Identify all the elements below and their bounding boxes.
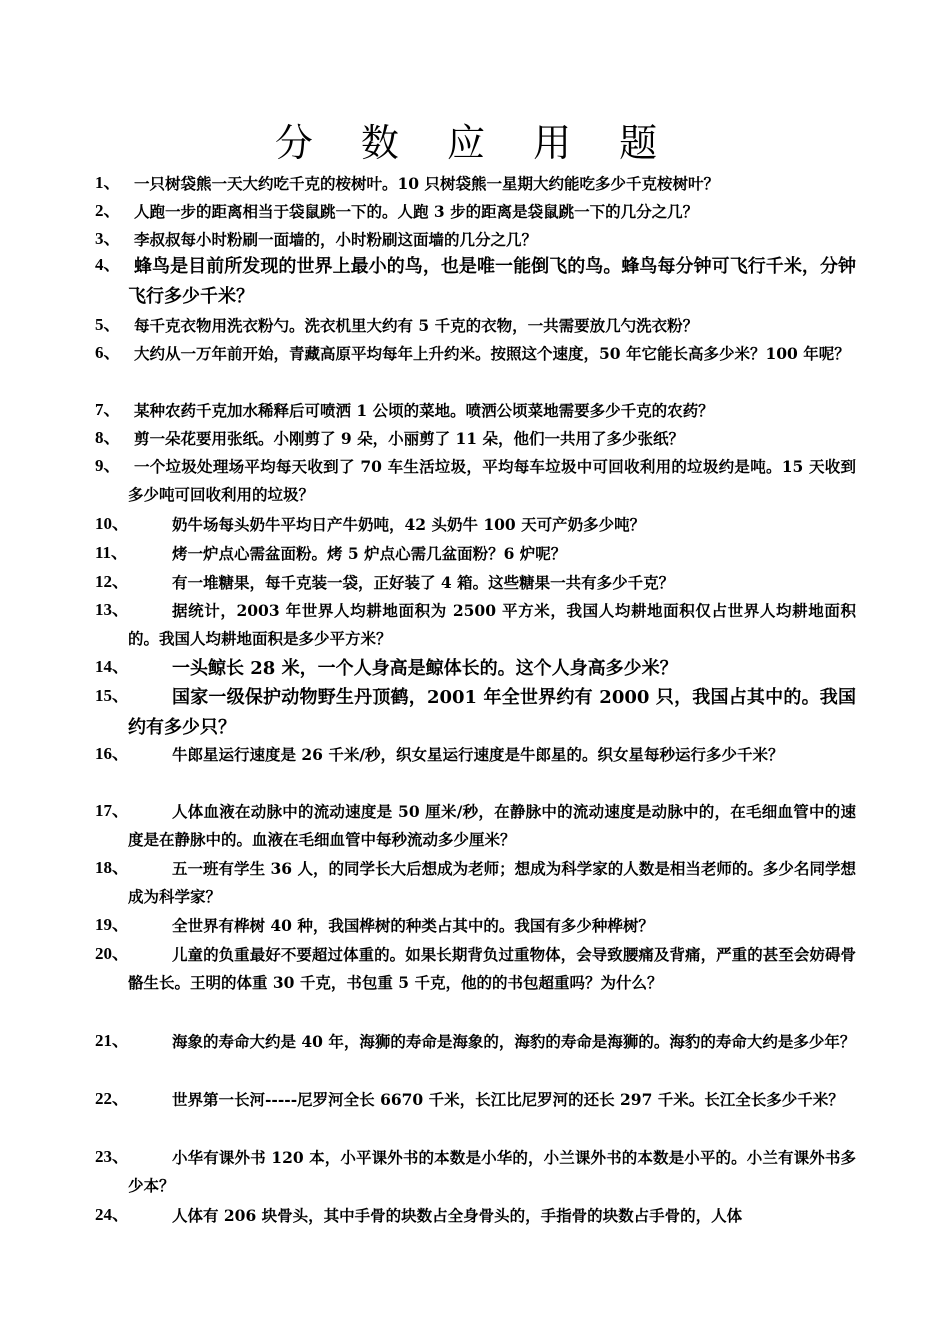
problem-text: 小华有课外书 120 本，小平课外书的本数是小华的，小兰课外书的本数是小平的。小兰有课外书多少本？ bbox=[128, 1148, 856, 1195]
problem-text: 全世界有桦树 40 种，我国桦树的种类占其中的。我国有多少种桦树？ bbox=[172, 916, 654, 935]
problem-text: 烤一炉点心需盆面粉。烤 5 炉点心需几盆面粉？6 炉呢？ bbox=[172, 544, 567, 563]
problem-text: 人跑一步的距离相当于袋鼠跳一下的。人跑 3 步的距离是袋鼠跳一下的几分之几？ bbox=[134, 202, 699, 221]
problem-text: 蜂鸟是目前所发现的世界上最小的鸟，也是唯一能倒飞的鸟。蜂鸟每分钟可飞行千米，分钟飞行多少千米？ bbox=[128, 256, 856, 307]
problem-number: 5、 bbox=[95, 315, 121, 334]
problem-number: 4、 bbox=[95, 255, 121, 274]
problem-number: 9、 bbox=[95, 456, 121, 475]
problem-text: 一只树袋熊一天大约吃千克的桉树叶。10 只树袋熊一星期大约能吃多少千克桉树叶？ bbox=[134, 174, 719, 193]
problem-number: 3、 bbox=[95, 229, 121, 248]
problem-text: 五一班有学生 36 人，的同学长大后想成为老师；想成为科学家的人数是相当老师的。多少名同学想成为科学家？ bbox=[128, 859, 856, 906]
problem-number: 15、 bbox=[95, 686, 129, 705]
problem-number: 21、 bbox=[95, 1031, 129, 1050]
problem-number: 22、 bbox=[95, 1089, 129, 1108]
problem-number: 18、 bbox=[95, 858, 129, 877]
problem-text: 牛郎星运行速度是 26 千米/秒，织女星运行速度是牛郎星的。织女星每秒运行多少千米？ bbox=[172, 745, 784, 764]
problem-number: 16、 bbox=[95, 744, 129, 763]
problem-text: 人体有 206 块骨头，其中手骨的块数占全身骨头的，手指骨的块数占手骨的，人体 bbox=[172, 1206, 743, 1225]
problem-text: 世界第一长河-----尼罗河全长 6670 千米，长江比尼罗河的还长 297 千米。长江全长多少千米？ bbox=[172, 1090, 844, 1109]
problem-number: 20、 bbox=[95, 944, 129, 963]
problem-text: 奶牛场每头奶牛平均日产牛奶吨，42 头奶牛 100 天可产奶多少吨？ bbox=[172, 515, 646, 534]
problem-number: 2、 bbox=[95, 201, 121, 220]
problem-number: 13、 bbox=[95, 600, 129, 619]
problem-text: 据统计，2003 年世界人均耕地面积为 2500 平方米，我国人均耕地面积仅占世界人均耕地面积的。我国人均耕地面积是多少平方米？ bbox=[128, 601, 856, 648]
problem-text: 剪一朵花要用张纸。小刚剪了 9 朵，小丽剪了 11 朵，他们一共用了多少张纸？ bbox=[134, 429, 684, 448]
page-title: 分 数 应 用 题 bbox=[274, 121, 676, 165]
problem-text: 国家一级保护动物野生丹顶鹤，2001 年全世界约有 2000 只，我国占其中的。我国约有多少只？ bbox=[128, 687, 856, 738]
problem-number: 14、 bbox=[95, 657, 129, 676]
problem-text: 有一堆糖果，每千克装一袋，正好装了 4 箱。这些糖果一共有多少千克？ bbox=[172, 573, 675, 592]
problem-number: 1、 bbox=[95, 173, 121, 192]
problem-text: 一头鲸长 28 米，一个人身高是鲸体长的。这个人身高多少米？ bbox=[172, 658, 678, 679]
problem-number: 19、 bbox=[95, 915, 129, 934]
problem-text: 一个垃圾处理场平均每天收到了 70 车生活垃圾，平均每车垃圾中可回收利用的垃圾约是吨。15 天收到多少吨可回收利用的垃圾？ bbox=[128, 457, 856, 504]
problem-number: 6、 bbox=[95, 343, 121, 362]
problem-text: 李叔叔每小时粉刷一面墙的，小时粉刷这面墙的几分之几？ bbox=[134, 230, 538, 249]
problem-text: 儿童的负重最好不要超过体重的。如果长期背负过重物体，会导致腰痛及背痛，严重的甚至会妨碍骨骼生长。王明的体重 30 千克，书包重 5 千克，他的的书包超重吗？为什么？ bbox=[128, 945, 856, 992]
problem-number: 7、 bbox=[95, 400, 121, 419]
problem-text: 大约从一万年前开始，青藏高原平均每年上升约米。按照这个速度，50 年它能长高多少米？100 年呢？ bbox=[134, 344, 850, 363]
problem-number: 24、 bbox=[95, 1205, 129, 1224]
problem-text: 每千克衣物用洗衣粉勺。洗衣机里大约有 5 千克的衣物，一共需要放几勺洗衣粉？ bbox=[134, 316, 699, 335]
problem-text: 某种农药千克加水稀释后可喷洒 1 公顷的菜地。喷洒公顷菜地需要多少千克的农药？ bbox=[134, 401, 714, 420]
problem-text: 海象的寿命大约是 40 年，海狮的寿命是海象的，海豹的寿命是海狮的。海豹的寿命大约是多少年？ bbox=[172, 1032, 856, 1051]
problem-number: 17、 bbox=[95, 801, 129, 820]
problem-number: 11、 bbox=[95, 543, 129, 562]
problem-text: 人体血液在动脉中的流动速度是 50 厘米/秒，在静脉中的流动速度是动脉中的，在毛细血管中的速度是在静脉中的。血液在毛细血管中每秒流动多少厘米？ bbox=[128, 802, 856, 849]
problem-number: 12、 bbox=[95, 572, 129, 591]
problem-number: 10、 bbox=[95, 514, 129, 533]
problem-number: 8、 bbox=[95, 428, 121, 447]
problem-number: 23、 bbox=[95, 1147, 129, 1166]
